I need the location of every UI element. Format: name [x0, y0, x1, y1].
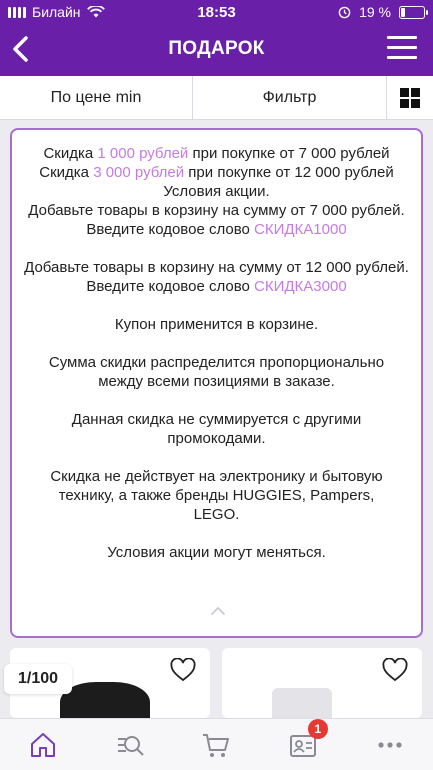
promo-description-card: [10, 128, 423, 638]
page-header: [0, 26, 433, 72]
grid-view-icon: [400, 88, 420, 108]
discount-line-2: Скидка 3 000 рублей при покупке от 12 000 рублей: [39, 164, 394, 181]
condition-1: Добавьте товары в корзину на сумму от 7 000 рублей. Введите кодовое слово СКИДКА1000: [28, 202, 405, 238]
filter-button[interactable]: Фильтр: [193, 76, 387, 119]
page-title: ПОДАРОК: [168, 38, 265, 59]
no-combine-note: Данная скидка не суммируется с другими промокодами.: [71, 411, 362, 447]
promo-code-2: СКИДКА3000: [254, 278, 347, 295]
heart-icon[interactable]: [382, 658, 408, 682]
distribution-note: Сумма скидки распределится пропорционально между всеми позициями в заказе.: [48, 354, 385, 390]
clock: 18:53: [197, 4, 236, 21]
hamburger-menu-icon[interactable]: [387, 36, 417, 62]
exclusions-note: Скидка не действует на электронику и бытовую технику, а также бренды HUGGIES, Pampers, LEGO.: [50, 468, 383, 523]
cart-icon: [201, 730, 231, 760]
promo-code-1: СКИДКА1000: [254, 221, 347, 238]
view-toggle-button[interactable]: [387, 76, 433, 119]
carrier-name: Билайн: [32, 4, 81, 20]
nav-home[interactable]: [0, 719, 87, 770]
status-bar: [0, 0, 433, 24]
sort-button[interactable]: По цене min: [0, 76, 193, 119]
alarm-icon: [338, 6, 351, 19]
battery-icon: [399, 6, 425, 19]
change-note: Условия акции могут меняться.: [107, 544, 326, 561]
product-card[interactable]: [222, 648, 422, 718]
product-counter: 1/100: [4, 664, 72, 694]
product-image: [272, 688, 332, 718]
nav-more[interactable]: [346, 719, 433, 770]
discount-amount-2: 3 000 рублей: [93, 164, 185, 181]
catalog-toolbar: [0, 76, 433, 120]
condition-2: Добавьте товары в корзину на сумму от 12 000 рублей. Введите кодовое слово СКИДКА3000: [24, 259, 409, 295]
discount-amount-1: 1 000 рублей: [97, 145, 189, 162]
nav-catalog-search[interactable]: [87, 719, 174, 770]
coupon-note: Купон применится в корзине.: [114, 316, 319, 333]
more-dots-icon: [375, 730, 405, 760]
conditions-title: Условия акции.: [163, 183, 270, 200]
nav-cart[interactable]: [173, 719, 260, 770]
product-image: [60, 682, 150, 718]
heart-icon[interactable]: [170, 658, 196, 682]
app-top-bar: [0, 0, 433, 76]
bottom-navigation: [0, 718, 433, 770]
discount-line-1: Скидка 1 000 рублей при покупке от 7 000 рублей: [43, 145, 390, 162]
search-list-icon: [115, 730, 145, 760]
nav-profile[interactable]: [260, 719, 347, 770]
collapse-chevron-icon[interactable]: [210, 606, 226, 616]
home-icon: [28, 730, 58, 760]
battery-percent: 19 %: [359, 4, 391, 20]
cart-badge: 1: [308, 719, 328, 739]
